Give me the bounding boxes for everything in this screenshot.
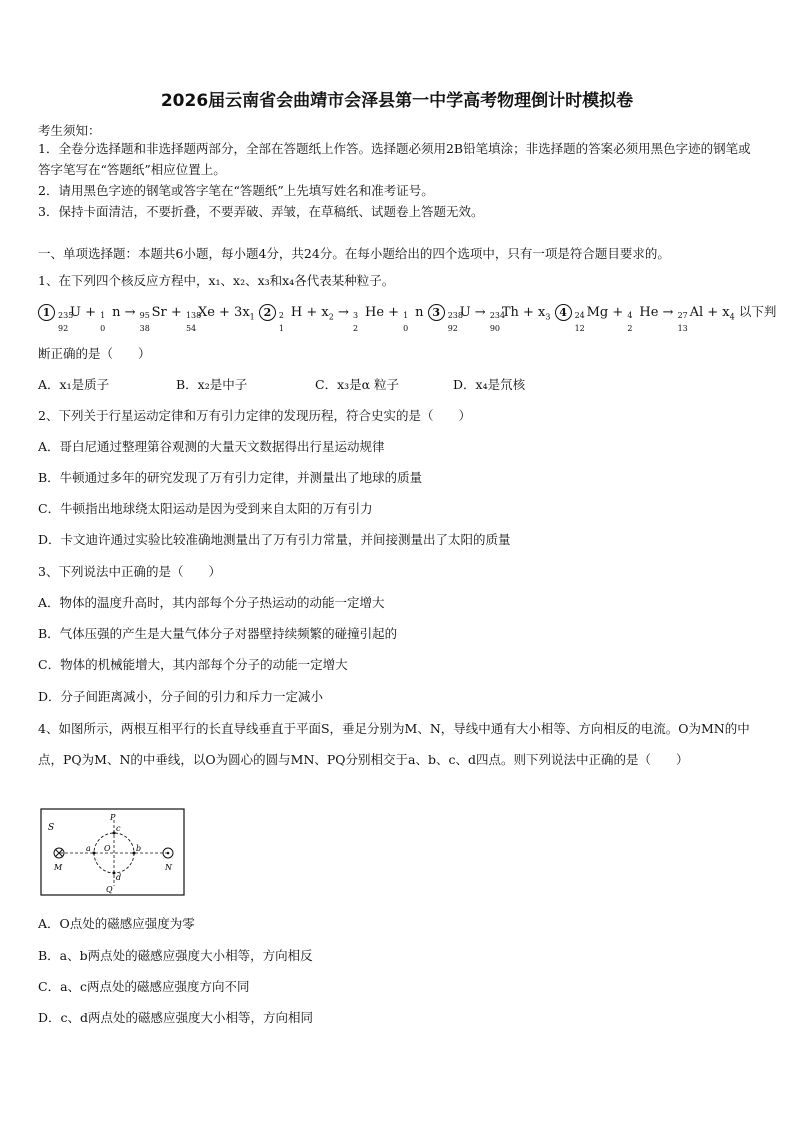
- notice-heading: 考生须知：: [38, 123, 101, 138]
- q2-stem: 2、下列关于行星运动定律和万有引力定律的发现历程，符合史实的是（ ）: [38, 408, 471, 423]
- eq-number-3: 3: [428, 304, 445, 321]
- q4-stem: 4、如图所示，两根互相平行的长直导线垂直于平面S，垂足分别为M、N，导线中通有大小相等、方向相反的电流。O为MN的中点，PQ为M、N的中垂线，以O为圆心的圆与MN、PQ分别相交于a、b、c、d四点。则下列说法中正确的是（ ）: [38, 721, 750, 767]
- eq-number-4: 4: [555, 304, 572, 321]
- q4-option-d: D．c、d两点处的磁感应强度大小相等，方向相同: [38, 1010, 314, 1025]
- q1-option-d: D．x₄是氘核: [453, 377, 526, 392]
- q1-option-a: A．x₁是质子: [38, 377, 110, 392]
- q3-option-c: C．物体的机械能增大，其内部每个分子的动能一定增大: [38, 657, 348, 672]
- section-heading: 一、单项选择题：本题共6小题，每小题4分，共24分。在每小题给出的四个选项中，只有一项是符合题目要求的。: [38, 246, 670, 261]
- q3-option-b: B．气体压强的产生是大量气体分子对器壁持续频繁的碰撞引起的: [38, 626, 398, 641]
- label-b: b: [136, 844, 142, 853]
- label-a: a: [86, 844, 91, 853]
- label-n: N: [165, 863, 172, 872]
- point-a: [93, 852, 96, 855]
- label-m: M: [54, 863, 63, 872]
- q3-stem: 3、下列说法中正确的是（ ）: [38, 564, 221, 579]
- q4-option-a: A．O点处的磁感应强度为零: [38, 916, 195, 931]
- q1-eq-tail: 以下判: [738, 304, 777, 319]
- q2-option-b: B．牛顿通过多年的研究发现了万有引力定律，并测量出了地球的质量: [38, 470, 423, 485]
- label-s: S: [48, 823, 55, 833]
- q1-stem: 1、在下列四个核反应方程中，x₁、x₂、x₃和x₄各代表某种粒子。: [38, 273, 395, 288]
- q1-option-b: B．x₂是中子: [176, 377, 248, 392]
- magnetic-field-diagram: [40, 808, 185, 896]
- label-o: O: [104, 844, 111, 853]
- eq-number-1: 1: [38, 304, 55, 321]
- exam-title: 2026届云南省会曲靖市会泽县第一中学高考物理倒计时模拟卷: [160, 91, 634, 111]
- label-p: P: [110, 813, 116, 822]
- q1-stem-cont: 断正确的是（ ）: [38, 346, 151, 361]
- label-d: d: [116, 873, 122, 882]
- label-c: c: [116, 824, 121, 833]
- q4-option-c: C．a、c两点处的磁感应强度方向不同: [38, 979, 250, 994]
- q1-option-c: C．x₃是α 粒子: [315, 377, 400, 392]
- notice-item-2: 2．请用黑色字迹的钢笔或答字笔在“答题纸”上先填写姓名和准考证号。: [38, 183, 434, 198]
- notice-item-3: 3．保持卡面清洁，不要折叠，不要弄破、弄皱，在草稿纸、试题卷上答题无效。: [38, 204, 484, 219]
- q3-option-a: A．物体的温度升高时，其内部每个分子热运动的动能一定增大: [38, 595, 385, 610]
- q1-equations: 1 235 92 U + 1 0 n → 95 38 Sr + 138 54 $Xe + 3x_1$ 2 2 1 $H + x_2$ → 3 2 He + 1 0 n 3 238 92 U → 234 90 $Th + x_3$ 4 24 12 Mg + 4 2 He → 27 13 $Al + x_4$ 以下判: [38, 302, 758, 322]
- q2-option-a: A．哥白尼通过整理第谷观测的大量天文数据得出行星运动规律: [38, 439, 385, 454]
- q3-option-d: D．分子间距离减小，分子间的引力和斥力一定减小: [38, 689, 324, 704]
- q2-option-c: C．牛顿指出地球绕太阳运动是因为受到来自太阳的万有引力: [38, 501, 373, 516]
- label-q: Q: [106, 885, 113, 894]
- notice-item-1: 1．全卷分选择题和非选择题两部分，全部在答题纸上作答。选择题必须用2B铅笔填涂；非选择题的答案必须用黑色字迹的钢笔或答字笔写在“答题纸”相应位置上。: [38, 141, 751, 177]
- q2-option-d: D．卡文迪许通过实验比较准确地测量出了万有引力常量，并间接测量出了太阳的质量: [38, 532, 511, 547]
- q4-option-b: B．a、b两点处的磁感应强度大小相等，方向相反: [38, 948, 313, 963]
- eq-number-2: 2: [259, 304, 276, 321]
